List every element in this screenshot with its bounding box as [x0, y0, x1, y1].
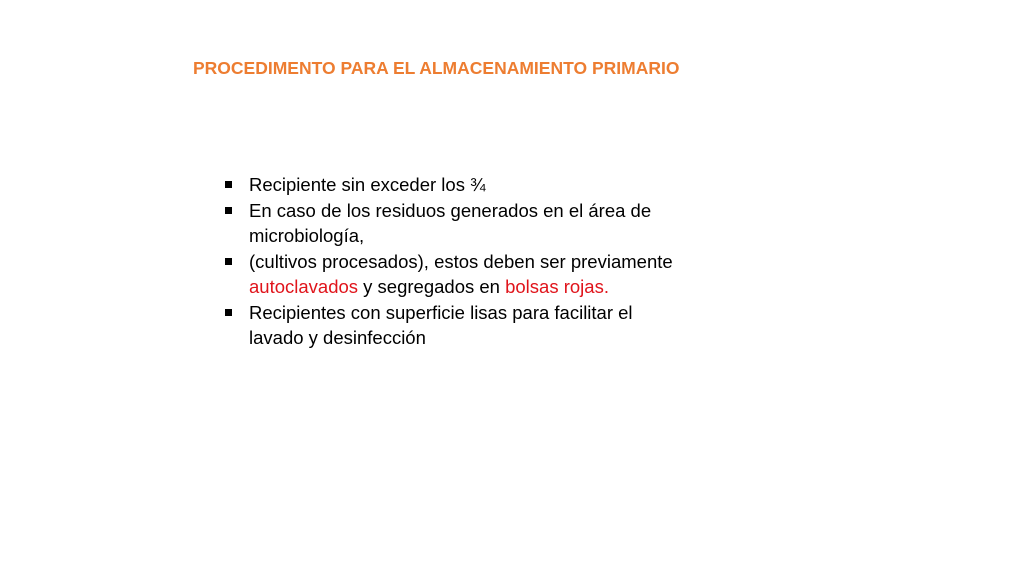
- highlighted-term-autoclavados: autoclavados: [249, 276, 359, 297]
- bullet-text: [249, 251, 673, 298]
- bullet-item: [222, 249, 682, 300]
- bullet-text: Recipiente sin exceder los ¾: [249, 174, 486, 195]
- highlighted-term-bolsas-rojas: bolsas rojas.: [505, 276, 609, 297]
- bullet-text-segment: y segregados en: [358, 276, 506, 297]
- bullet-item: [222, 198, 682, 249]
- bullet-item: [222, 172, 682, 198]
- slide-title: PROCEDIMENTO PARA EL ALMACENAMIENTO PRIMARIO: [193, 58, 680, 78]
- square-bullet-icon: [225, 309, 232, 316]
- bullet-text: Recipientes con superficie lisas para facilitar el lavado y desinfección: [249, 301, 633, 348]
- bullet-item: [222, 300, 682, 351]
- bullet-text: En caso de los residuos generados en el área de microbiología,: [249, 199, 652, 246]
- square-bullet-icon: [225, 181, 232, 188]
- bullet-text-segment: (cultivos procesados), estos deben ser previamente: [249, 250, 673, 272]
- bullet-list: [222, 172, 682, 351]
- square-bullet-icon: [225, 258, 232, 265]
- square-bullet-icon: [225, 207, 232, 214]
